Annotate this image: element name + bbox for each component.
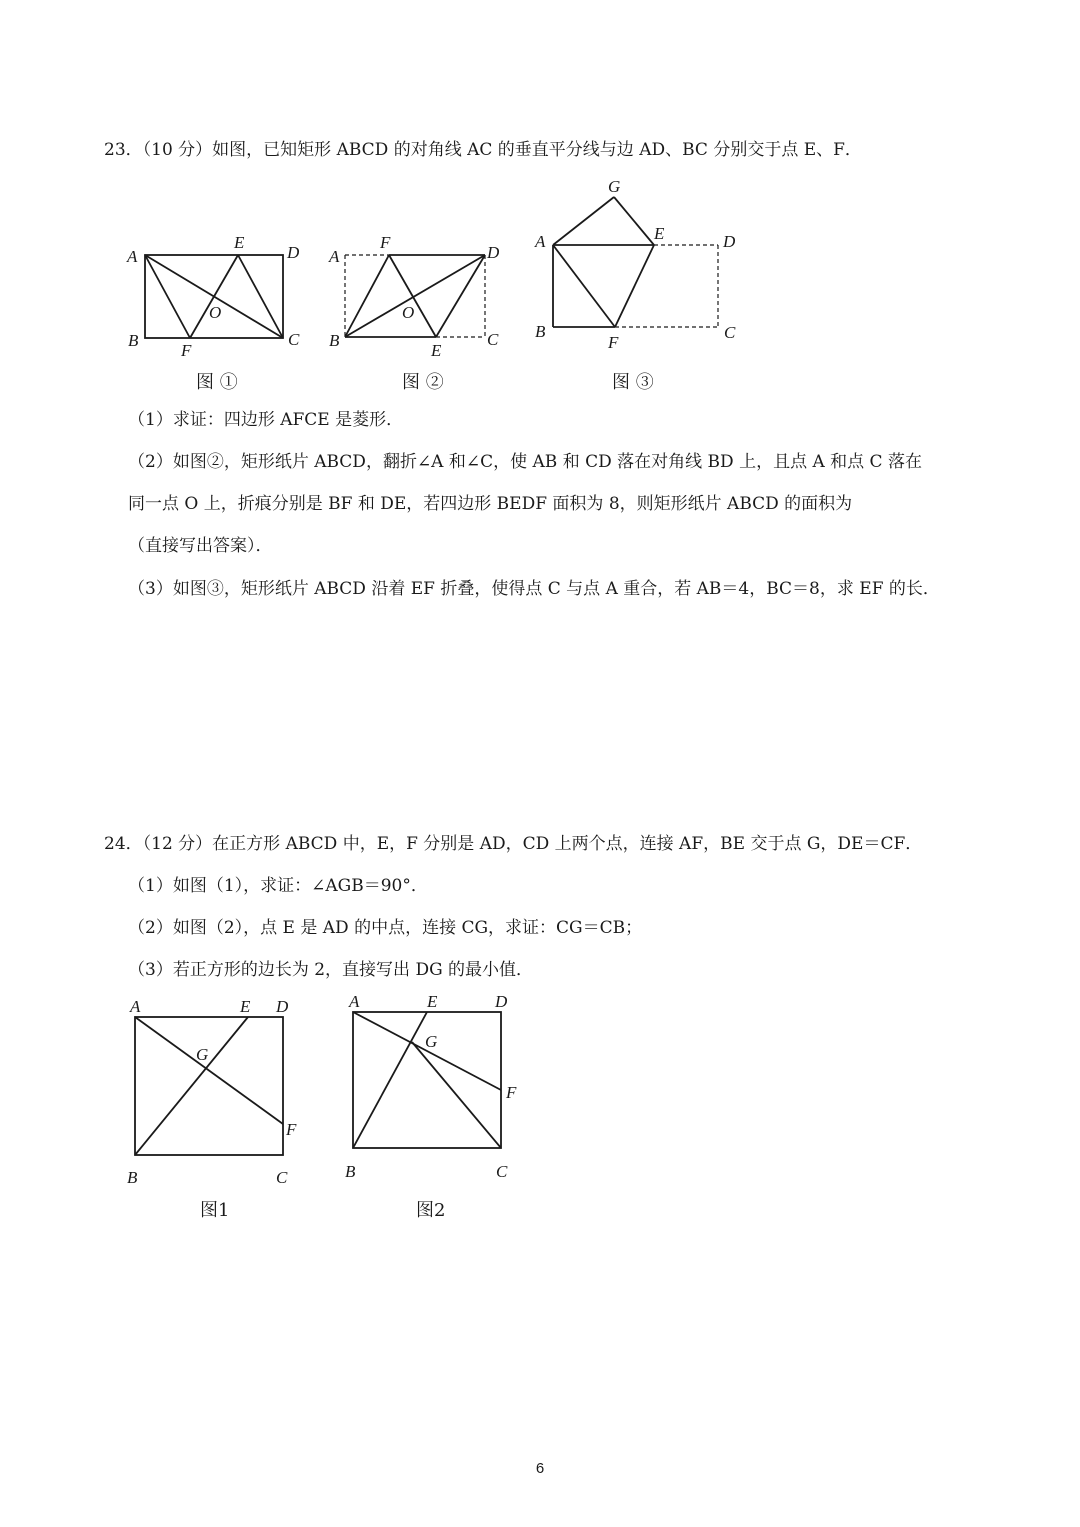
q23-part-2-line-3: （直接写出答案）．: [128, 536, 273, 556]
q23-fig1-label-c: C: [288, 330, 300, 349]
q23-part-2-line-2: 同一点 O 上，折痕分别是 BF 和 DE，若四边形 BEDF 面积为 8，则矩形纸片 ABCD 的面积为: [128, 494, 853, 514]
q23-fig2-caption: 图 ②: [402, 372, 444, 393]
q23-fig1-label-d: D: [287, 243, 300, 262]
q23-fig3-label-c: C: [724, 323, 736, 342]
q23-part-1: （1）求证：四边形 AFCE 是菱形．: [128, 410, 404, 430]
q24-fig1-label-a: A: [130, 997, 141, 1016]
q24-stem: 24．（12 分）在正方形 ABCD 中，E，F 分别是 AD，CD 上两个点，连接 AF，BE 交于点 G，DE＝CF．: [104, 834, 923, 854]
q24-part-1: （1）如图（1），求证：∠AGB＝90°．: [128, 876, 428, 896]
q23-figure-1: [120, 230, 320, 360]
q24-fig1-label-c: C: [276, 1168, 288, 1187]
q23-fig3-label-g: G: [608, 177, 621, 196]
q23-fig2-label-c: C: [487, 330, 499, 349]
q23-fig3-label-f: F: [608, 333, 619, 352]
q23-fig2-label-d: D: [487, 243, 500, 262]
q23-stem: 23．（10 分）如图，已知矩形 ABCD 的对角线 AC 的垂直平分线与边 AD、BC 分别交于点 E、F．: [104, 140, 862, 160]
q24-figure-2: [340, 985, 540, 1185]
q24-fig1-caption: 图1: [200, 1200, 230, 1221]
q23-fig1-label-b: B: [128, 331, 139, 350]
q24-fig1-label-b: B: [127, 1168, 138, 1187]
q23-fig1-label-f: F: [181, 341, 192, 360]
q24-fig1-label-d: D: [276, 997, 289, 1016]
q24-fig2-label-c: C: [496, 1162, 508, 1181]
q23-fig1-label-e: E: [234, 233, 245, 252]
q23-fig3-label-b: B: [535, 322, 546, 341]
q23-fig3-caption: 图 ③: [612, 372, 654, 393]
q24-part-3: （3）若正方形的边长为 2，直接写出 DG 的最小值．: [128, 960, 534, 980]
q24-fig2-label-a: A: [349, 992, 360, 1011]
q24-fig2-caption: 图2: [416, 1200, 446, 1221]
q24-fig1-label-e: E: [240, 997, 251, 1016]
q23-fig3-label-d: D: [723, 232, 736, 251]
q23-fig2-label-e: E: [431, 341, 442, 360]
q23-fig1-label-a: A: [127, 247, 138, 266]
q23-figure-2: [325, 230, 525, 360]
q24-fig1-label-g: G: [196, 1045, 209, 1064]
q23-fig2-label-a: A: [329, 247, 340, 266]
q23-part-3: （3）如图③，矩形纸片 ABCD 沿着 EF 折叠，使得点 C 与点 A 重合，若 AB＝4，BC＝8，求 EF 的长．: [128, 579, 940, 599]
q23-part-2-line-1: （2）如图②，矩形纸片 ABCD，翻折∠A 和∠C，使 AB 和 CD 落在对角线 BD 上，且点 A 和点 C 落在: [128, 452, 922, 472]
q23-fig2-label-f: F: [380, 233, 391, 252]
q24-part-2: （2）如图（2），点 E 是 AD 的中点，连接 CG，求证：CG＝CB；: [128, 918, 643, 938]
q24-fig1-label-f: F: [286, 1120, 297, 1139]
q23-fig1-caption: 图 ①: [196, 372, 238, 393]
page-number: 6: [535, 1460, 545, 1477]
q23-fig1-label-o: O: [209, 303, 222, 322]
q23-fig3-label-a: A: [535, 232, 546, 251]
q23-fig2-label-o: O: [402, 303, 415, 322]
q24-fig2-label-e: E: [427, 992, 438, 1011]
q24-fig2-label-g: G: [425, 1032, 438, 1051]
q23-figure-3: [530, 172, 750, 352]
q23-fig2-label-b: B: [329, 331, 340, 350]
q23-fig3-label-e: E: [654, 224, 665, 243]
q24-fig2-label-f: F: [506, 1083, 517, 1102]
q24-figure-1: [120, 990, 320, 1190]
q24-fig2-label-b: B: [345, 1162, 356, 1181]
q24-fig2-label-d: D: [495, 992, 508, 1011]
